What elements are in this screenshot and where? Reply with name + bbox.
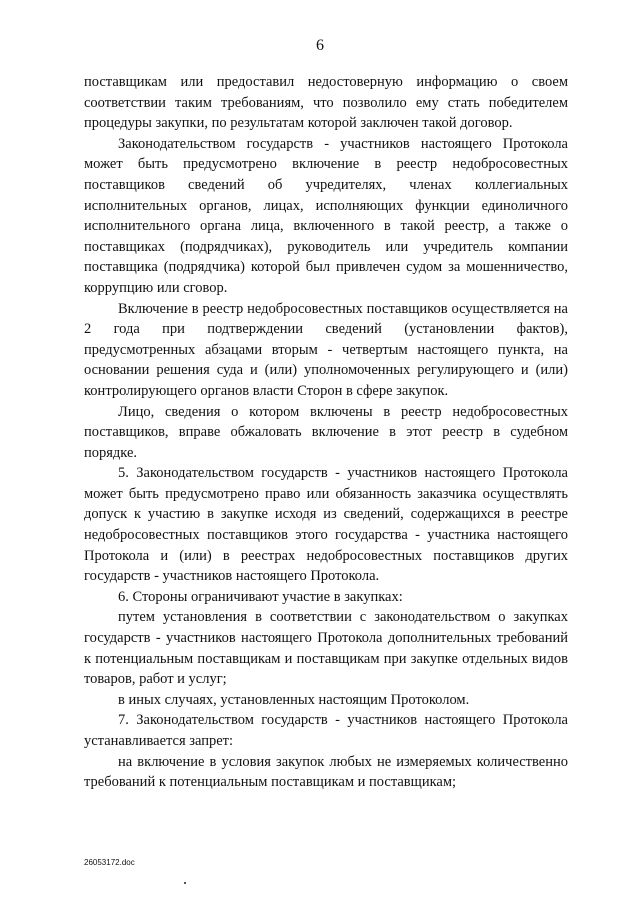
paragraph: Законодательством государств - участников настоящего Протокола может быть предусмотрено включение в реестр недобросовестных поставщиков сведений об учредителях, членах коллегиальных исполнительных органов, лицах, исполняющих функции единоличного исполнительного органа лица, включенного в такой реестр, а также о поставщиках (подрядчиках), руководитель или учредитель компании поставщика (подрядчика) которой был привлечен судом за мошенничество, коррупцию или сговор. xyxy=(84,135,568,296)
paragraph-item-6: 6. Стороны ограничивают участие в закупках: xyxy=(118,588,403,605)
paragraph: в иных случаях, установленных настоящим Протоколом. xyxy=(118,691,470,708)
document-body xyxy=(84,72,568,793)
paragraph-continuation: поставщикам или предоставил недостоверную информацию о своем соответствии таким требованиям, что позволило ему стать победителем процедуры закупки, по результатам которой заключен такой договор. xyxy=(84,74,568,132)
paragraph: Включение в реестр недобросовестных поставщиков осуществляется на 2 года при подтверждении сведений (установлении фактов), предусмотренных абзацами вторым - четвертым настоящего пункта, на основании решения суда и (или) уполномоченных регулирующего и (или) контролирующего органов власти Сторон в сфере закупок. xyxy=(84,300,568,399)
paragraph: Лицо, сведения о котором включены в реестр недобросовестных поставщиков, вправе обжаловать включение в этот реестр в судебном порядке. xyxy=(84,403,568,461)
paragraph-item-7: 7. Законодательством государств - участников настоящего Протокола устанавливается запрет: xyxy=(84,712,568,749)
page-number: 6 xyxy=(316,37,324,54)
footer-mark xyxy=(184,882,186,884)
document-code: 26053172.doc xyxy=(84,858,135,867)
paragraph-item-5: 5. Законодательством государств - участников настоящего Протокола может быть предусмотрено право или обязанность заказчика осуществлять допуск к участию в закупке исходя из сведений, содержащихся в реестре недобросовестных поставщиков этого государства - участника настоящего Протокола и (или) в реестрах недобросовестных поставщиков других государств - участников настоящего Протокола. xyxy=(84,465,568,585)
paragraph: на включение в условия закупок любых не измеряемых количественно требований к потенциальным поставщикам и поставщикам; xyxy=(84,753,568,791)
paragraph: путем установления в соответствии с законодательством о закупках государств - участников настоящего Протокола дополнительных требований к потенциальным поставщикам и поставщикам при закупке отдельных видов товаров, работ и услуг; xyxy=(84,609,568,688)
